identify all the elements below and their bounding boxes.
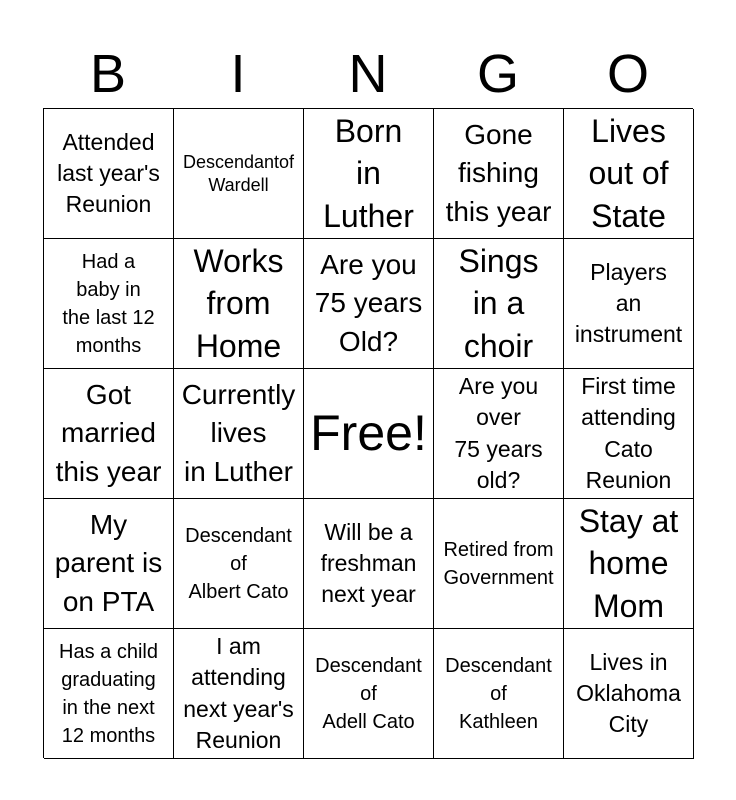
bingo-cell[interactable]: Attended last year's Reunion xyxy=(44,109,174,239)
bingo-cell[interactable]: Are you 75 years Old? xyxy=(304,239,434,369)
bingo-cell[interactable]: Works from Home xyxy=(174,239,304,369)
bingo-cell[interactable]: Players an instrument xyxy=(564,239,694,369)
bingo-cell[interactable]: Born in Luther xyxy=(304,109,434,239)
free-space-cell[interactable]: Free! xyxy=(304,369,434,499)
bingo-cell[interactable]: Lives out of State xyxy=(564,109,694,239)
bingo-cell[interactable]: My parent is on PTA xyxy=(44,499,174,629)
bingo-cell[interactable]: Got married this year xyxy=(44,369,174,499)
header-letter-i: I xyxy=(230,44,246,104)
bingo-cell[interactable]: Retired from Government xyxy=(434,499,564,629)
bingo-cell[interactable]: Sings in a choir xyxy=(434,239,564,369)
bingo-cell[interactable]: Has a child graduating in the next 12 months xyxy=(44,629,174,759)
bingo-cell[interactable]: First time attending Cato Reunion xyxy=(564,369,694,499)
header-letter-g: G xyxy=(476,44,519,104)
bingo-cell[interactable]: Stay at home Mom xyxy=(564,499,694,629)
bingo-cell[interactable]: I am attending next year's Reunion xyxy=(174,629,304,759)
header-letter-b: B xyxy=(89,44,127,104)
bingo-cell[interactable]: Will be a freshman next year xyxy=(304,499,434,629)
bingo-cell[interactable]: Currently lives in Luther xyxy=(174,369,304,499)
bingo-header xyxy=(43,42,693,106)
bingo-cell[interactable]: Gone fishing this year xyxy=(434,109,564,239)
bingo-cell[interactable]: Had a baby in the last 12 months xyxy=(44,239,174,369)
bingo-cell[interactable]: Descendant of Albert Cato xyxy=(174,499,304,629)
bingo-cell[interactable]: Descendant of Adell Cato xyxy=(304,629,434,759)
bingo-cell[interactable]: Descendantof Wardell xyxy=(174,109,304,239)
bingo-cell[interactable]: Descendant of Kathleen xyxy=(434,629,564,759)
header-letter-o: O xyxy=(606,44,649,104)
header-letter-n: N xyxy=(348,44,388,104)
bingo-cell[interactable]: Lives in Oklahoma City xyxy=(564,629,694,759)
bingo-cell[interactable]: Are you over 75 years old? xyxy=(434,369,564,499)
bingo-board xyxy=(43,108,693,758)
